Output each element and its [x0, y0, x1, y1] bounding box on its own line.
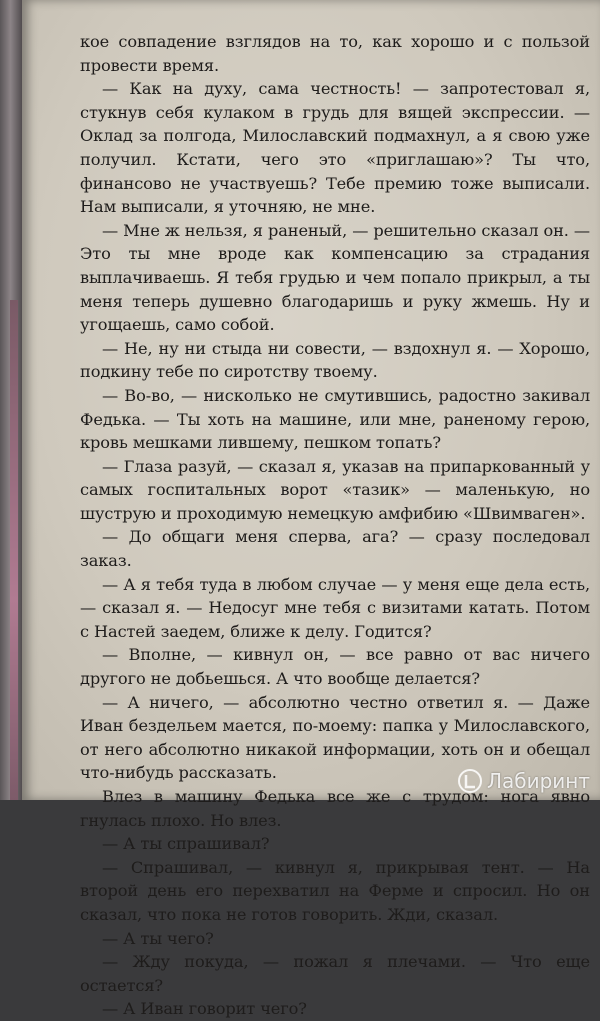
- paragraph: — Мне ж нельзя, я раненый, — решительно сказал он. — Это ты мне вроде как компенсацию за страдания выплачиваешь. Я тебя грудью и чем попало прикрыл, а ты меня теперь душевно благодаришь и руку жмешь. Ну и угощаешь, само собой.: [80, 220, 590, 335]
- paragraph: — А ничего, — абсолютно честно ответил я. — Даже Иван бездельем мается, по-моему: папка у Милославского, от него абсолютно никакой информации, хоть он и обещал что-нибудь рассказать.: [80, 692, 590, 783]
- page-text: [80, 30, 590, 1021]
- paragraph: — Глаза разуй, — сказал я, указав на припаркованный у самых госпитальных ворот «тазик» — маленькую, но шуструю и проходимую немецкую амфибию «Швимваген».: [80, 456, 590, 523]
- paragraph: — Спрашивал, — кивнул я, прикрывая тент. — На второй день его перехватил на Ферме и спросил. Но он сказал, что пока не готов говорить. Жди, сказал.: [80, 857, 590, 924]
- paragraph: кое совпадение взглядов на то, как хорошо и с пользой провести время.: [80, 32, 590, 75]
- paragraph: — А я тебя туда в любом случае — у меня еще дела есть, — сказал я. — Недосуг мне тебя с визитами катать. Потом с Настей заедем, ближе к делу. Годится?: [80, 574, 590, 641]
- paragraph: — А Иван говорит чего?: [102, 999, 307, 1019]
- paragraph: Влез в машину Федька все же с трудом: нога явно гнулась плохо. Но влез.: [80, 787, 590, 830]
- watermark-text: Лабиринт: [486, 769, 590, 793]
- paragraph: — А ты спрашивал?: [102, 834, 270, 854]
- paragraph: — А ты чего?: [102, 928, 214, 948]
- paragraph: — Не, ну ни стыда ни совести, — вздохнул я. — Хорошо, подкину тебе по сиротству твоему.: [80, 338, 590, 382]
- labirint-watermark: [457, 768, 590, 794]
- book-cover-edge: [10, 300, 18, 800]
- labirint-logo-icon: [457, 768, 483, 794]
- paragraph: — Вполне, — кивнул он, — все равно от вас ничего другого не добьешься. А что вообще делается?: [80, 645, 590, 689]
- paragraph: — Во-во, — нисколько не смутившись, радостно закивал Федька. — Ты хоть на машине, или мне, раненому герою, кровь мешками лившему, пешком топать?: [80, 385, 590, 453]
- paragraph: — До общаги меня сперва, ага? — сразу последовал заказ.: [80, 527, 590, 571]
- book-page: [22, 0, 600, 1019]
- paragraph: — Как на духу, сама честность! — запротестовал я, стукнув себя кулаком в грудь для вящей экспрессии. — Оклад за полгода, Милославский подмахнул, а я свою уже получил. Кстати, чего это «приглашаю»? Ты что, финансово не участвуешь? Тебе премию тоже выписали. Нам выписали, я уточняю, не мне.: [80, 79, 590, 217]
- paragraph: — Жду покуда, — пожал я плечами. — Что еще остается?: [80, 952, 590, 995]
